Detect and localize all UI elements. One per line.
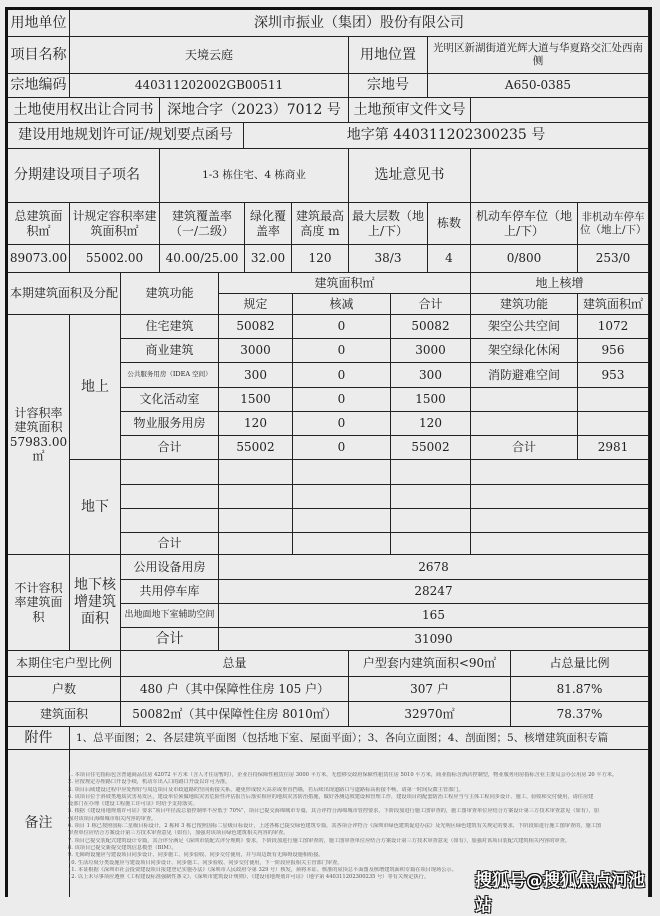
above-add-function: 架空公共空间 [471, 315, 578, 339]
ind-value-total-area: 89073.00 [8, 245, 70, 273]
above-add-area: 956 [578, 339, 649, 363]
below-row-add [471, 533, 649, 555]
above-add-function: 合计 [471, 436, 578, 460]
above-add-function: 架空绿化休闲 [471, 339, 578, 363]
ind-value-bike-parking: 253/0 [578, 245, 649, 273]
area-row-total: 50082 [391, 315, 471, 339]
below-row-rule [219, 533, 293, 555]
area-row-function: 物业服务用房 [121, 412, 219, 436]
ratio-row-label: 建筑面积 [8, 702, 121, 727]
area-row-function: 文化活动室 [121, 388, 219, 412]
above-add-area: 953 [578, 363, 649, 388]
project-label: 项目名称 [8, 37, 70, 74]
remark-line: 10. 生活垃圾分类设施应与建设项目同步设计、同步施工、同步验收、同步交付使用，下一阶段应报相关主管部门审查。 [68, 859, 343, 866]
area-row-reduce: 0 [293, 412, 391, 436]
ind-value-far-area: 55002.00 [70, 245, 160, 273]
project-value: 天境云庭 [70, 37, 349, 74]
area-row-reduce: 0 [293, 363, 391, 388]
remark-line: 2. 应按规定办理路口开设手续，机动车出入口的路口开设以许可为准。 [68, 779, 231, 786]
non-far-row-name: 共用停车库 [121, 580, 219, 604]
ind-header-far-area: 计规定容积率建筑面积㎡ [70, 203, 160, 245]
ind-value-height: 120 [292, 245, 349, 273]
remark-line: 5. 根据《建设用地规划许可证》要求“项目年径流总量控制率不应低于 70%”，项目已提交海绵城市专篇，其合评符合海绵城市管控要求，下阶段加进行施工图审查的，施工图审查单位应结合方案设计第三方技术审查意见（如有），加 [68, 808, 599, 815]
remark-line: 1. 本项目住宅指标包含普通商品住房 42072 平方米（含人才住房暂时），企业自持保障性租赁住房 3000 平方米，无偿移交政府保障性租赁住房 5010 平方米，商业指标含酒店控制型，物业服务用房指标含业主委员会办公用房 20 平方米。 [68, 772, 618, 778]
ind-header-total-area: 总建筑面积㎡ [8, 203, 70, 245]
unit-label: 用地单位 [8, 10, 70, 37]
area-row-rule: 120 [219, 412, 293, 436]
below-row-function [121, 509, 219, 533]
above-add-subheader-function: 建筑功能 [471, 294, 578, 315]
ind-header-buildings: 栋数 [428, 203, 471, 245]
area-row-function: 合计 [121, 436, 219, 460]
area-function-label: 建筑功能 [121, 273, 219, 315]
above-add-function [471, 388, 578, 412]
below-row-rule [219, 485, 293, 509]
below-add-label: 地下核增建筑面积 [70, 555, 121, 651]
attachments-label: 附件 [8, 727, 70, 750]
parcel-code-value: 440311202002GB00511 [70, 74, 349, 98]
area-section-label: 本期建筑面积及分配 [8, 273, 121, 315]
attachments-value: 1、总平面图；2、各层建筑平面图（包括地下室、屋面平面）；3、各向立面图；4、剖面图；5、核增建筑面积专篇 [70, 727, 649, 750]
non-far-label: 不计容积率建筑面积 [8, 555, 70, 651]
non-far-row-value: 165 [219, 604, 649, 628]
ratio-row-small: 307 户 [349, 677, 511, 702]
area-row-total: 55002 [391, 436, 471, 460]
far-area-label: 计容积率建筑面积 57983.00㎡ [8, 315, 70, 555]
area-row-reduce: 0 [293, 339, 391, 363]
area-header: 建筑面积㎡ [219, 273, 471, 294]
area-subheader-total: 合计 [391, 294, 471, 315]
non-far-row-value: 28247 [219, 580, 649, 604]
ratio-header-pct: 占总量比例 [511, 651, 649, 677]
above-add-subheader-area: 建筑面积㎡ [578, 294, 649, 315]
remark-line: 4. 该项目位于斜坡类地质灾害易发区，建设单位须做地质灾害危险性评估报告后落实相应的地质灾害防治措施，做好各测边坡建设和管理工作，建设项目的配套防治工程应当与主体工程同步设计、施工、验收和交付使用，请住房建 [68, 793, 594, 800]
ind-value-coverage: 40.00/25.00 [160, 245, 245, 273]
ind-header-car-parking: 机动车停车位（地上/下） [471, 203, 578, 245]
location-value: 光明区新湖街道光辉大道与华夏路交汇处西南侧 [428, 37, 649, 74]
below-row-total [391, 533, 471, 555]
remark-line: 审查单位应结合方案设计第三方技术审查意见（如有），加强对该项目绿色建筑相关内容的审查。 [68, 830, 289, 837]
below-ground-label: 地下 [70, 460, 121, 555]
area-row-total: 3000 [391, 339, 471, 363]
ratio-row-small: 32970㎡ [349, 702, 511, 727]
remark-line: 9. 无障碍设施应与建设项目同步设计、同步施工、同步验收、同步交付使用，并与周边既有无障碍设施相衔接。 [68, 852, 324, 859]
remark-line: 8. 该项目已提交新提交建筑信息模型（BIM）。 [68, 844, 177, 851]
area-row-total: 120 [391, 412, 471, 436]
above-add-area [578, 388, 649, 412]
remark-line: 3. 项目后续建设过程中应处理好与周边项目及市政道路的竖向衔接关系，避免形成较大高差或垂直挡墙，若后续出现道路口与道路标高衔接不畅，请第一时间反馈主管部门。 [68, 786, 464, 793]
ratio-row-total: 480 户（其中保障性住房 105 户） [121, 677, 349, 702]
above-add-header: 地上核增 [471, 273, 649, 294]
ind-header-floors: 最大层数（地上/下） [349, 203, 428, 245]
presurvey-value [471, 98, 649, 123]
ind-header-bike-parking: 非机动车停车位（地上/下） [578, 203, 649, 245]
above-add-function [471, 412, 578, 436]
remark-line: 11. 本证根据《深圳市社会投资建设项目报建登记实施办法》（深圳市人民政府令第 329 号）核发，须将本证、核准的屋顶总平面图及核增建筑面积专篇在项目现场公示。 [68, 866, 457, 873]
remark-line: 7. 项目已提交装配式建筑设计专篇，其合评分满足《深圳市装配式评分规则》要求，下阶段加进行施工图审查的，施工图审查单位应结合方案设计第三方技术审查意见（如有），加强对该项目装配式建筑相关内容的审查。 [68, 837, 570, 844]
watermark: 搜狐号@搜狐焦点河池站 [475, 871, 645, 916]
permit-label: 建设用地规划许可证/规划要点函号 [8, 123, 244, 149]
above-ground-label: 地上 [70, 315, 121, 460]
area-row-rule: 3000 [219, 339, 293, 363]
non-far-row-name: 公用设备用房 [121, 555, 219, 580]
area-row-reduce: 0 [293, 388, 391, 412]
remark-line: 强对该项目海绵城市相关内容的审查。 [68, 815, 157, 822]
non-far-row-value: 2678 [219, 555, 649, 580]
below-row-add [471, 509, 649, 533]
area-subheader-rule: 规定 [219, 294, 293, 315]
below-row-rule [219, 460, 293, 485]
presurvey-label: 土地预审文件文号 [349, 98, 471, 123]
below-row-reduce [293, 485, 391, 509]
area-row-function: 住宅建筑 [121, 315, 219, 339]
ind-header-height: 建筑最高高度 m [292, 203, 349, 245]
area-row-rule: 300 [219, 363, 293, 388]
siting-value [471, 149, 649, 203]
subitem-value: 1-3 栋住宅、4 栋商业 [160, 149, 349, 203]
ind-value-car-parking: 0/800 [471, 245, 578, 273]
parcel-code-label: 宗地编码 [8, 74, 70, 98]
ind-value-floors: 38/3 [349, 245, 428, 273]
parcel-no-label: 宗地号 [349, 74, 428, 98]
below-row-reduce [293, 460, 391, 485]
ind-header-green: 绿化覆盖率 [245, 203, 292, 245]
above-add-function: 消防避难空间 [471, 363, 578, 388]
above-add-area: 1072 [578, 315, 649, 339]
ratio-header-small: 户型套内建筑面积<90㎡ [349, 651, 511, 677]
contract-label: 土地使用权出让合同书 [8, 98, 160, 123]
below-row-function: 合计 [121, 533, 219, 555]
ratio-row-pct: 81.87% [511, 677, 649, 702]
below-row-reduce [293, 533, 391, 555]
area-row-total: 300 [391, 363, 471, 388]
above-add-area: 2981 [578, 436, 649, 460]
unit-value: 深圳市振业（集团）股份有限公司 [70, 10, 649, 37]
ratio-row-pct: 78.37% [511, 702, 649, 727]
permit-value: 地字第 440311202300235 号 [244, 123, 649, 149]
ind-header-coverage: 建筑覆盖率（一/二级） [160, 203, 245, 245]
remark-line: 12. 以上未尽事项应遵照《工程建设标准强制性条文》、《深圳市建筑设计规则》、《建设用地规划许可证》（地字第 440311202300235 号）等有关规定执行。 [68, 874, 429, 881]
remark-line: 6. 项目 1 栋已按照国标二星级目标设计，2 栋和 3 栋已按照国标二星级目标设计，上述各栋已提交绿色建筑专篇，其各项合评符合《深圳市绿色建筑促进办法》及光明区绿色建筑有关规定的要求，下阶段如进行施工图审查的，施工图 [68, 823, 602, 830]
below-row-reduce [293, 509, 391, 533]
parcel-no-value: A650-0385 [428, 74, 649, 98]
ind-value-green: 32.00 [245, 245, 292, 273]
subitem-label: 分期建设项目子项名 [8, 149, 160, 203]
area-row-function: 商业建筑 [121, 339, 219, 363]
below-row-rule [219, 509, 293, 533]
below-row-add [471, 460, 649, 485]
non-far-row-name: 出地面地下室辅助空间 [121, 604, 219, 628]
location-label: 用地位置 [349, 37, 428, 74]
ratio-header-total: 总量 [121, 651, 349, 677]
below-row-function [121, 485, 219, 509]
area-subheader-reduce: 核减 [293, 294, 391, 315]
area-row-reduce: 0 [293, 436, 391, 460]
below-row-add [471, 485, 649, 509]
area-row-reduce: 0 [293, 315, 391, 339]
ratio-row-label: 户数 [8, 677, 121, 702]
remarks-label: 备注 [8, 750, 70, 897]
remark-line: 设部门在办理《建设工程施工许可证》时给予支持落实。 [68, 801, 198, 808]
area-row-rule: 55002 [219, 436, 293, 460]
ratio-row-total: 50082㎡（其中保障性住房 8010㎡） [121, 702, 349, 727]
below-row-total [391, 485, 471, 509]
area-row-total: 1500 [391, 388, 471, 412]
contract-value: 深地合字（2023）7012 号 [160, 98, 349, 123]
below-row-total [391, 460, 471, 485]
above-add-area [578, 412, 649, 436]
below-row-function [121, 460, 219, 485]
area-row-function: 公共服务用房（IDEA 空间） [121, 363, 219, 388]
ratio-label: 本期住宅户型比例 [8, 651, 121, 677]
ind-value-buildings: 4 [428, 245, 471, 273]
siting-label: 选址意见书 [349, 149, 471, 203]
area-row-rule: 50082 [219, 315, 293, 339]
below-row-total [391, 509, 471, 533]
non-far-row-value: 31090 [219, 628, 649, 651]
non-far-row-name: 合计 [121, 628, 219, 651]
area-row-rule: 1500 [219, 388, 293, 412]
